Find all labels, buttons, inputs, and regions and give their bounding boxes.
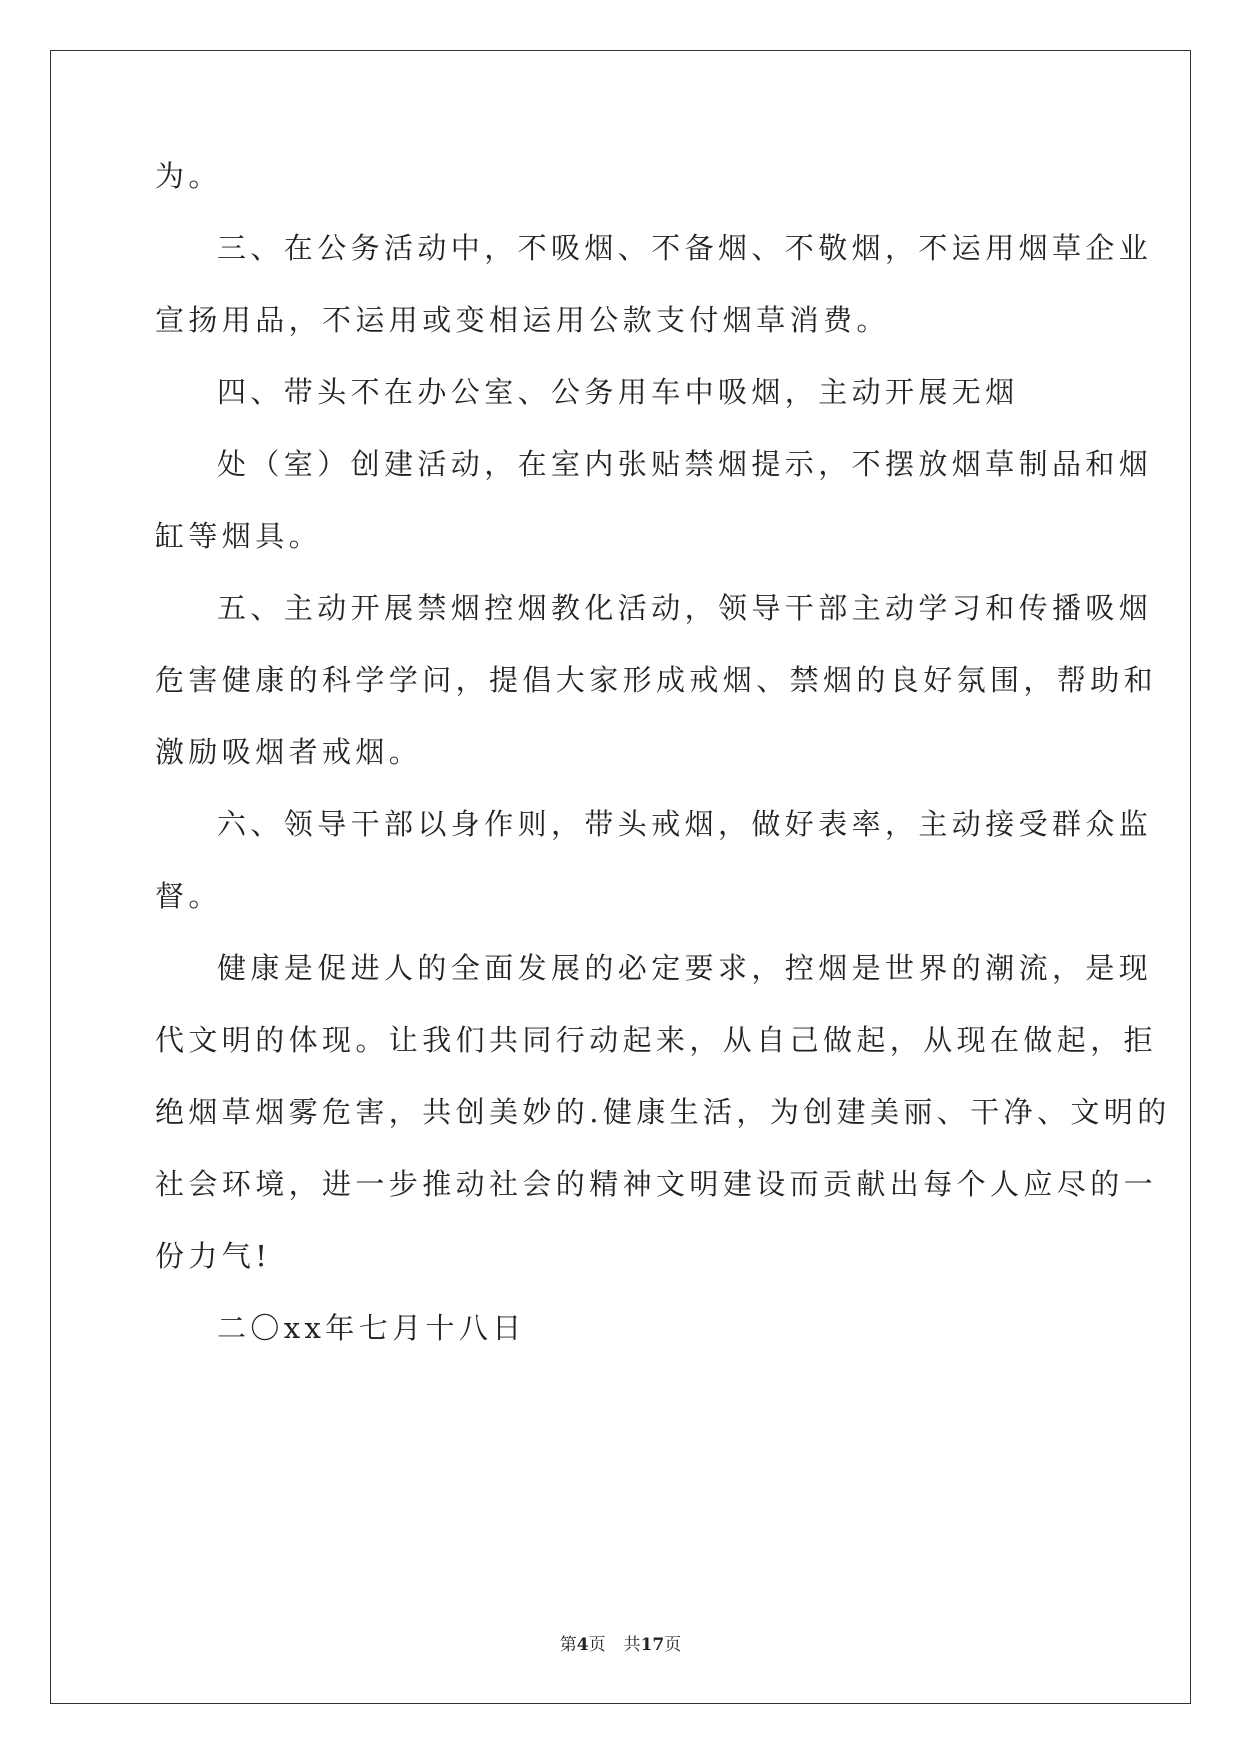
body-line-15: 社会环境，进一步推动社会的精神文明建设而贡献出每个人应尽的一 (155, 1167, 1158, 1201)
footer-prefix: 第 (559, 1635, 577, 1655)
footer-current-page: 4 (576, 1635, 589, 1655)
page-footer (0, 1634, 1241, 1656)
footer-total-unit: 页 (664, 1635, 682, 1655)
body-line-7: 五、主动开展禁烟控烟教化活动，领导干部主动学习和传播吸烟 (217, 591, 1153, 625)
body-line-12: 健康是促进人的全面发展的必定要求，控烟是世界的潮流，是现 (217, 951, 1153, 985)
footer-total-prefix: 共 (623, 1635, 641, 1655)
date-line: 二〇xx年七月十八日 (217, 1311, 526, 1345)
body-line-8: 危害健康的科学学问，提倡大家形成戒烟、禁烟的良好氛围，帮助和 (155, 663, 1158, 697)
body-line-3: 宣扬用品，不运用或变相运用公款支付烟草消费。 (155, 303, 890, 337)
body-line-6: 缸等烟具。 (155, 519, 323, 553)
body-line-16: 份力气! (155, 1239, 272, 1273)
body-line-13: 代文明的体现。让我们共同行动起来，从自己做起，从现在做起，拒 (155, 1023, 1158, 1057)
footer-page-unit: 页 (588, 1635, 606, 1655)
page-border (50, 50, 1191, 1704)
body-line-2: 三、在公务活动中，不吸烟、不备烟、不敬烟，不运用烟草企业 (217, 231, 1153, 265)
footer-total-pages: 17 (640, 1635, 665, 1655)
body-line-10: 六、领导干部以身作则，带头戒烟，做好表率，主动接受群众监 (217, 807, 1153, 841)
body-line-1: 为。 (155, 159, 222, 193)
body-line-14: 绝烟草烟雾危害，共创美妙的.健康生活，为创建美丽、干净、文明的 (155, 1095, 1171, 1129)
body-line-11: 督。 (155, 879, 222, 913)
body-line-4: 四、带头不在办公室、公务用车中吸烟，主动开展无烟 (217, 375, 1019, 409)
body-line-9: 激励吸烟者戒烟。 (155, 735, 423, 769)
body-line-5: 处（室）创建活动，在室内张贴禁烟提示，不摆放烟草制品和烟 (217, 447, 1153, 481)
